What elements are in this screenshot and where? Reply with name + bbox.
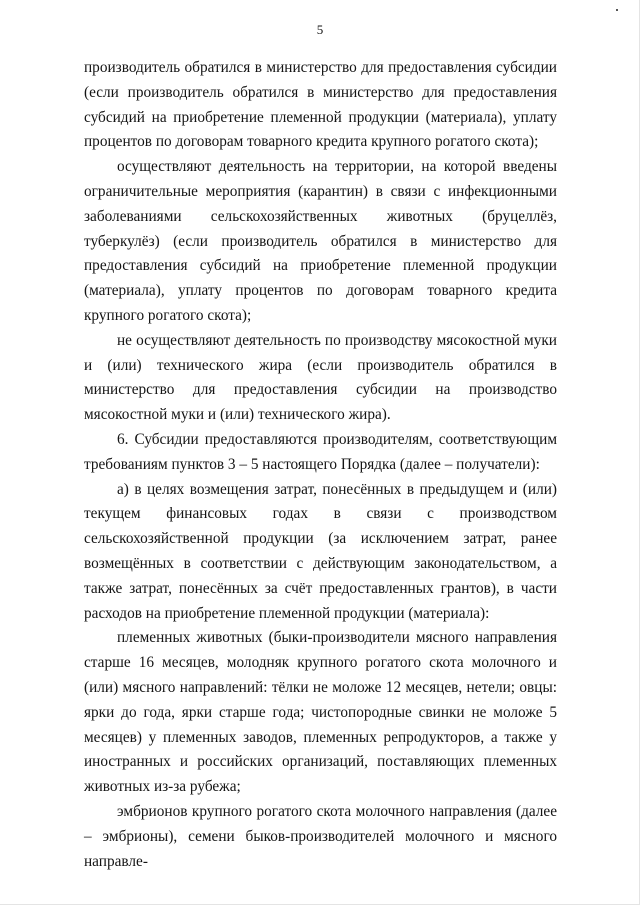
paragraph-clause-6: 6. Субсидии предоставляются производителям, соответствующим требованиям пунктов 3 – 5 настоящего Порядка (далее – получатели): [84,430,557,473]
paragraph-continuation: производитель обратился в министерство для предоставления субсидии (если производитель обратился в министерство для предоставления субсидий на приобретение племенной продукции (материала), уплату процентов по договорам товарного кредита крупного рогатого скота); [84,59,557,151]
paragraph-bone-meal: не осуществляют деятельность по производству мясокостной муки и (или) технического жира (если производитель обратился в министерство для предоставления субсидии на производство мясокостной муки и (или) технического жира). [84,331,557,424]
document-body [84,56,557,874]
page-number: 5 [316,22,324,37]
paragraph-subclause-a: а) в целях возмещения затрат, понесённых в предыдущем и (или) текущем финансовых годах в связи с производством сельскохозяйственной продукции (за исключением затрат, ранее возмещённых в соответствии с действующим законодательством, а также затрат, понесённых за счёт предоставленных грантов), в части расходов на приобретение племенной продукции (материала): [84,480,557,622]
scan-speck [616,9,618,11]
paragraph-embryos: эмбрионов крупного рогатого скота молочного направления (далее – эмбрионы), семени быков-производителей молочного и мясного направле- [84,802,557,870]
paragraph-quarantine: осуществляют деятельность на территории, на которой введены ограничительные мероприятия (карантин) в связи с инфекционными заболеваниями сельскохозяйственных животных (бруцеллёз, туберкулёз) (если производитель обратился в министерство для предоставления субсидий на приобретение племенной продукции (материала), уплату процентов по договорам товарного кредита крупного рогатого скота); [84,158,557,324]
paragraph-breeding-animals: племенных животных (быки-производители мясного направления старше 16 месяцев, молодняк крупного рогатого скота молочного и (или) мясного направлений: тёлки не моложе 12 месяцев, нетели; овцы: ярки до года, ярки старше года; чистопородные свинки не моложе 5 месяцев) у племенных заводов, племенных репродукторов, а также у иностранных и российских организаций, поставляющих племенных животных из-за рубежа; [84,629,557,796]
